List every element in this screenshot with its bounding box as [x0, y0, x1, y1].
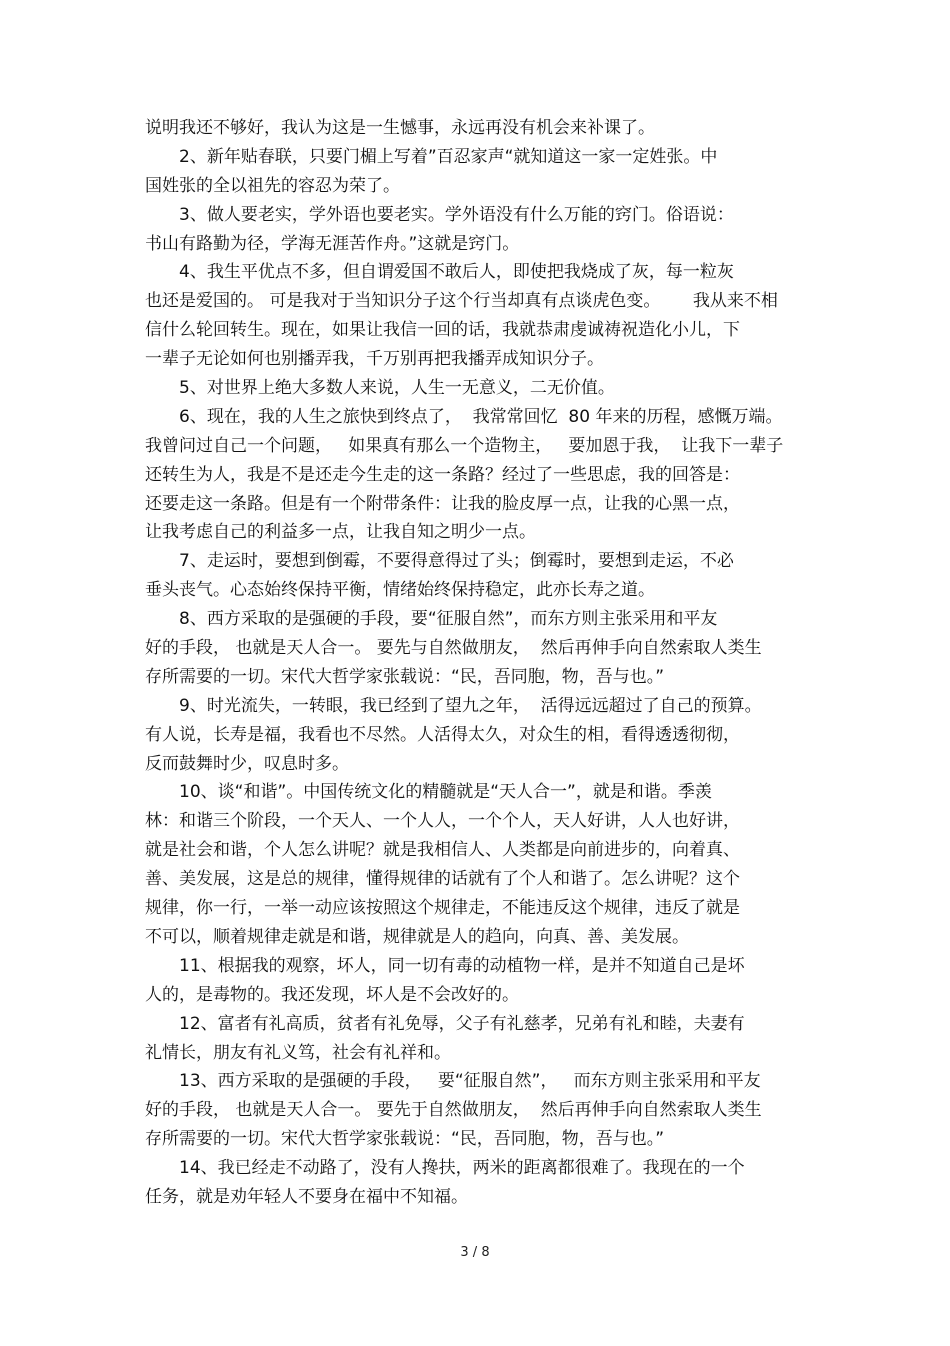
text-line: 林：和谐三个阶段，一个天人、一个人人，一个个人，天人好讲，人人也好讲，: [145, 811, 740, 832]
text-line: 有人说，长寿是福，我看也不尽然。人活得太久，对众生的相，看得透透彻彻，: [145, 724, 740, 745]
text-line: 还要走这一条路。但是有一个附带条件：让我的脸皮厚一点，让我的心黑一点，: [145, 493, 740, 514]
text-line: 反而鼓舞时少，叹息时多。: [145, 753, 349, 774]
text-line: 一辈子无论如何也别播弄我，千万别再把我播弄成知识分子。: [145, 349, 604, 370]
text-line: 8、西方采取的是强硬的手段，要“征服自然”，而东方则主张采用和平友: [179, 609, 718, 630]
text-line: 我曾问过自己一个问题， 如果真有那么一个造物主， 要加恩于我， 让我下一辈子: [145, 435, 784, 456]
text-line: 礼情长，朋友有礼义笃，社会有礼祥和。: [145, 1042, 451, 1063]
text-line: 国姓张的全以祖先的容忍为荣了。: [145, 175, 400, 196]
body-text: [145, 114, 825, 1212]
text-line: 任务，就是劝年轻人不要身在福中不知福。: [145, 1186, 468, 1207]
text-line: 说明我还不够好，我认为这是一生憾事，永远再没有机会来补课了。: [145, 118, 655, 138]
text-line: 7、走运时，要想到倒霉，不要得意得过了头；倒霉时，要想到走运，不必: [179, 551, 734, 572]
text-line: 让我考虑自己的利益多一点，让我自知之明少一点。: [145, 522, 536, 543]
text-line: 2、新年贴春联，只要门楣上写着”百忍家声“就知道这一家一定姓张。中: [179, 146, 718, 167]
text-line: 4、我生平优点不多，但自谓爱国不敢后人，即使把我烧成了灰，每一粒灰: [179, 262, 734, 283]
text-line: 存所需要的一切。宋代大哲学家张载说：“民，吾同胞，物，吾与也。”: [145, 666, 665, 687]
text-line: 14、我已经走不动路了，没有人搀扶，两米的距离都很难了。我现在的一个: [179, 1158, 745, 1179]
text-line: 垂头丧气。心态始终保持平衡，情绪始终保持稳定，此亦长寿之道。: [145, 580, 655, 601]
text-line: 规律，你一行，一举一动应该按照这个规律走，不能违反这个规律，违反了就是: [145, 898, 740, 919]
text-line: 存所需要的一切。宋代大哲学家张载说：“民，吾同胞，物，吾与也。”: [145, 1129, 665, 1150]
text-line: 3、做人要老实，学外语也要老实。学外语没有什么万能的窍门。俗语说：: [179, 204, 734, 225]
text-line: 11、根据我的观察，坏人，同一切有毒的动植物一样，是并不知道自己是坏: [179, 955, 745, 976]
page-number: 3 / 8: [460, 1245, 490, 1260]
text-line: 6、现在，我的人生之旅快到终点了， 我常常回忆 80 年来的历程，感慨万端。: [179, 406, 783, 427]
text-line: 12、富者有礼高质，贫者有礼免辱，父子有礼慈孝，兄弟有礼和睦，夫妻有: [179, 1013, 745, 1034]
text-line: 信什么轮回转生。现在，如果让我信一回的话，我就恭肃虔诚祷祝造化小儿，下: [145, 320, 740, 341]
text-line: 5、对世界上绝大多数人来说，人生一无意义，二无价值。: [179, 378, 615, 399]
text-line: 也还是爱国的。 可是我对于当知识分子这个行当却真有点谈虎色变。 我从来不相: [145, 291, 778, 312]
text-line: 13、西方采取的是强硬的手段， 要“征服自然”， 而东方则主张采用和平友: [179, 1071, 761, 1092]
text-line: 好的手段， 也就是天人合一。 要先与自然做朋友， 然后再伸手向自然索取人类生: [145, 638, 762, 659]
text-line: 好的手段， 也就是天人合一。 要先于自然做朋友， 然后再伸手向自然索取人类生: [145, 1100, 762, 1121]
text-line: 人的，是毒物的。我还发现，坏人是不会改好的。: [145, 984, 519, 1005]
text-line: 善、美发展，这是总的规律，懂得规律的话就有了个人和谐了。怎么讲呢？这个: [145, 869, 740, 890]
text-line: 就是社会和谐，个人怎么讲呢？就是我相信人、人类都是向前进步的，向着真、: [145, 840, 740, 861]
text-line: 不可以，顺着规律走就是和谐，规律就是人的趋向，向真、善、美发展。: [145, 926, 689, 947]
text-line: 9、时光流失，一转眼，我已经到了望九之年， 活得远远超过了自己的预算。: [179, 695, 762, 716]
text-line: 书山有路勤为径，学海无涯苦作舟。”这就是窍门。: [145, 233, 520, 254]
text-line: 还转生为人，我是不是还走今生走的这一条路？经过了一些思虑，我的回答是：: [145, 464, 740, 485]
text-line: 10、谈“和谐”。中国传统文化的精髓就是“天人合一”，就是和谐。季羡: [179, 782, 712, 803]
